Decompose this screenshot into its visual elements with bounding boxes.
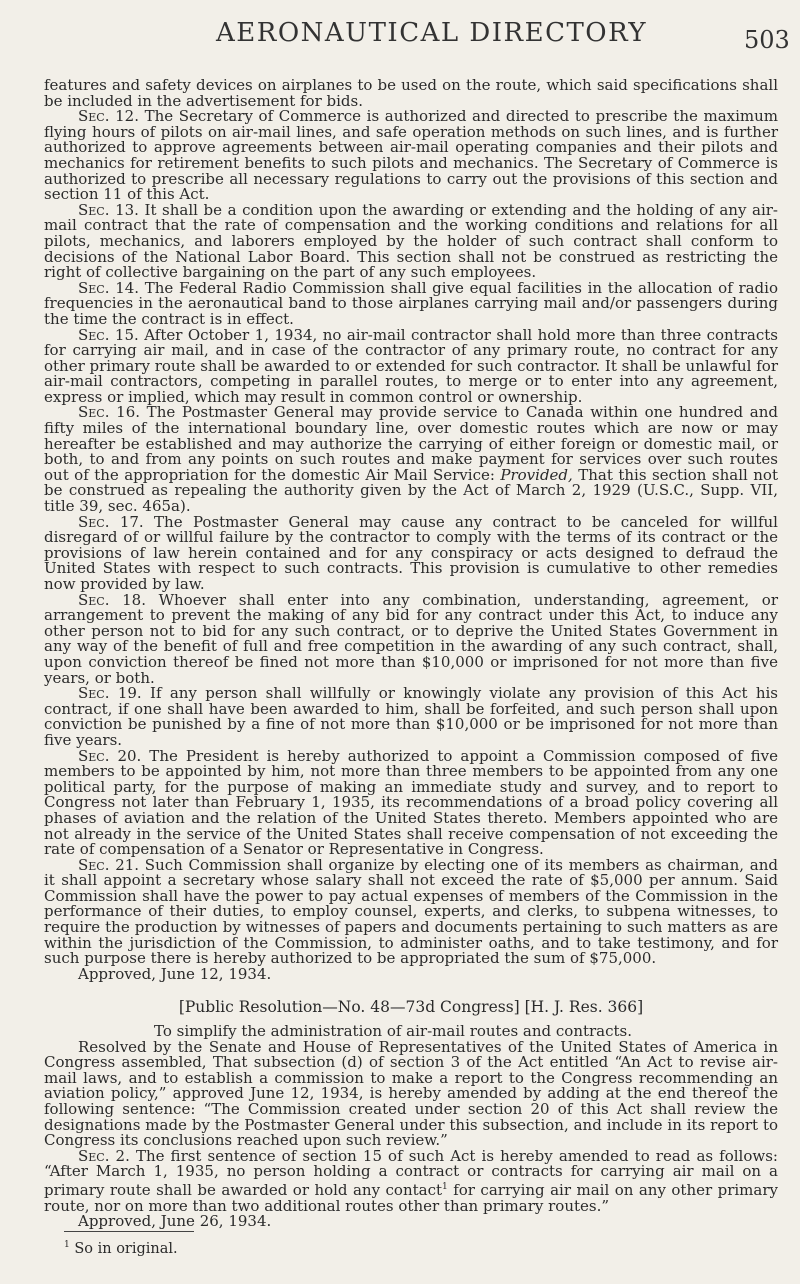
section-21: Sec. 21. Such Commission shall organize by electing one of its members as chairman, and it shall appoint a secretary whose salary shall not exceed the rate of $5,000 per annum. Said Commission shall have the power to pay actual expenses of members of the Commission in the performance of their duties, to employ counsel, experts, and clerks, to subpena witnesses, to require the production by witnesses of papers and documents pertaining to such matters as are within the jurisdiction of the Commission, to administer oaths, and to take testimony, and for such purpose there is hereby authorized to be appropriated the sum of $75,000. [44, 855, 778, 968]
section-label: Sec. 2. [78, 1146, 130, 1165]
section-20: Sec. 20. The President is hereby authorized to appoint a Commission composed of five members to be appointed by him, not more than three members to be appointed from any one political party, for the purpose of making an immediate study and survey, and to report to Congress not later than February 1, 1935, its recommendations of a broad policy covering all phases of aviation and the relation of the United States thereto. Members appointed who are not already in the service of the United States shall receive compensation of not exceeding the rate of compensation of a Senator or Representative in Congress. [44, 746, 778, 859]
section-13: Sec. 13. It shall be a condition upon the awarding or extending and the holding of any air-mail contract that the rate of compensation and the working conditions and relations for all pilots, mechanics, and laborers employed by the holder of such contract shall conform to decisions of the National Labor Board. This section shall not be construed as restricting the right of collective bargaining on the part of any such employees. [44, 200, 778, 282]
section-label: Sec. 14. [78, 278, 140, 297]
section-label: Sec. 18. [78, 590, 146, 609]
footnote-marker: 1 [64, 1240, 70, 1250]
running-head: AERONAUTICAL DIRECTORY [216, 18, 648, 48]
footnote-reference: 1 [442, 1181, 448, 1192]
resolution-heading: [Public Resolution—No. 48—73d Congress] [H. J. Res. 366] [178, 998, 644, 1017]
italic-proviso: Provided, [500, 465, 573, 484]
resolution-title: To simplify the administration of air-mail routes and contracts. [154, 1022, 633, 1041]
resolution-section-2: Sec. 2. The first sentence of section 15 of such Act is hereby amended to read as follows: “After March 1, 1935, no person holding a contract or contracts for carrying air mail on a primary route shall be awarded or hold any contact$^1$ for carrying air mail on any other primary route, nor on more than two additional routes other than primary routes.” [44, 1146, 778, 1215]
section-19: Sec. 19. If any person shall willfully or knowingly violate any provision of this Act his contract, if one shall have been awarded to him, shall be forfeited, and such person shall upon conviction be punished by a fine of not more than $10,000 or be imprisoned for not more than five years. [44, 684, 778, 749]
footnote-text: So in original. [69, 1240, 178, 1257]
page-number: 503 [744, 26, 790, 54]
section-label: Sec. 17. [78, 512, 144, 531]
section-18: Sec. 18. Whoever shall enter into any combination, understanding, agreement, or arrangement to prevent the making of any bid for any contract under this Act, to induce any other person not to bid for any such contract, or to deprive the United States Government in any way of the benefit of full and free competition in the awarding of any such contract, shall, upon conviction thereof be fined not more than $10,000 or imprisoned for not more than five years, or both. [44, 590, 778, 687]
approved-date-1: Approved, June 12, 1934. [78, 964, 272, 983]
section-12: Sec. 12. The Secretary of Commerce is authorized and directed to prescribe the maximum flying hours of pilots on air-mail lines, and safe operation methods on such lines, and is further authorized to approve agreements between air-mail operating companies and their pilots and mechanics for retirement benefits to such pilots and mechanics. The Secretary of Commerce is authorized to prescribe all necessary regulations to carry out the provisions of this section and section 11 of this Act. [44, 107, 778, 204]
section-label: Sec. 21. [78, 855, 140, 874]
section-label: Sec. 12. [78, 107, 139, 126]
section-label: Sec. 15. [78, 325, 139, 344]
section-label: Sec. 19. [78, 684, 142, 703]
section-label: Sec. 16. [78, 403, 141, 422]
section-label: Sec. 13. [78, 200, 139, 219]
footnote-rule [64, 1231, 194, 1232]
section-14: Sec. 14. The Federal Radio Commission shall give equal facilities in the allocation of radio frequencies in the aeronautical band to those airplanes carrying mail and/or passengers during the time the contract is in effect. [44, 278, 778, 328]
resolution-resolved: Resolved by the Senate and House of Representatives of the United States of America in Congress assembled, That subsection (d) of section 3 of the Act entitled “An Act to revise air-mail laws, and to establish a commission to make a report to the Congress recommending an aviation policy,” approved June 12, 1934, is hereby amended by adding at the end thereof the following sentence: “The Commission created under section 20 of this Act shall review the designations made by the Postmaster General under this subsection, and include in its report to Congress its conclusions reached upon such review.” [44, 1037, 778, 1150]
body-text [44, 78, 778, 1230]
footnote [64, 1240, 178, 1257]
approved-date-2: Approved, June 26, 1934. [78, 1212, 272, 1231]
section-15: Sec. 15. After October 1, 1934, no air-mail contractor shall hold more than three contracts for carrying air mail, and in case of the contractor of any primary route, no contract for any other primary route shall be awarded to or extended for such contractor. It shall be unlawful for air-mail contractors, competing in parallel routes, to merge or to enter into any agreement, express or implied, which may result in common control or ownership. [44, 325, 778, 406]
section-16: Sec. 16. The Postmaster General may provide service to Canada within one hundred and fifty miles of the international boundary line, over domestic routes which are now or may hereafter be established and may authorize the carrying of either foreign or domestic mail, or both, to and from any points on such routes and make payment for services over such routes out of the appropriation for the domestic Air Mail Service: Provided, That this section shall not be construed as repealing the authority given by the Act of March 2, 1929 (U.S.C., Supp. VII, title 39, sec. 465a). [44, 403, 778, 516]
section-label: Sec. 20. [78, 746, 142, 765]
paragraph-continuation: features and safety devices on airplanes to be used on the route, which said specifications shall be included in the advertisement for bids. [44, 76, 778, 110]
section-17: Sec. 17. The Postmaster General may cause any contract to be canceled for willful disregard of or willful failure by the contractor to comply with the terms of its contract or the provisions of law herein contained and for any conspiracy or acts designed to defraud the United States with respect to such contracts. This provision is cumulative to other remedies now provided by law. [44, 512, 778, 593]
